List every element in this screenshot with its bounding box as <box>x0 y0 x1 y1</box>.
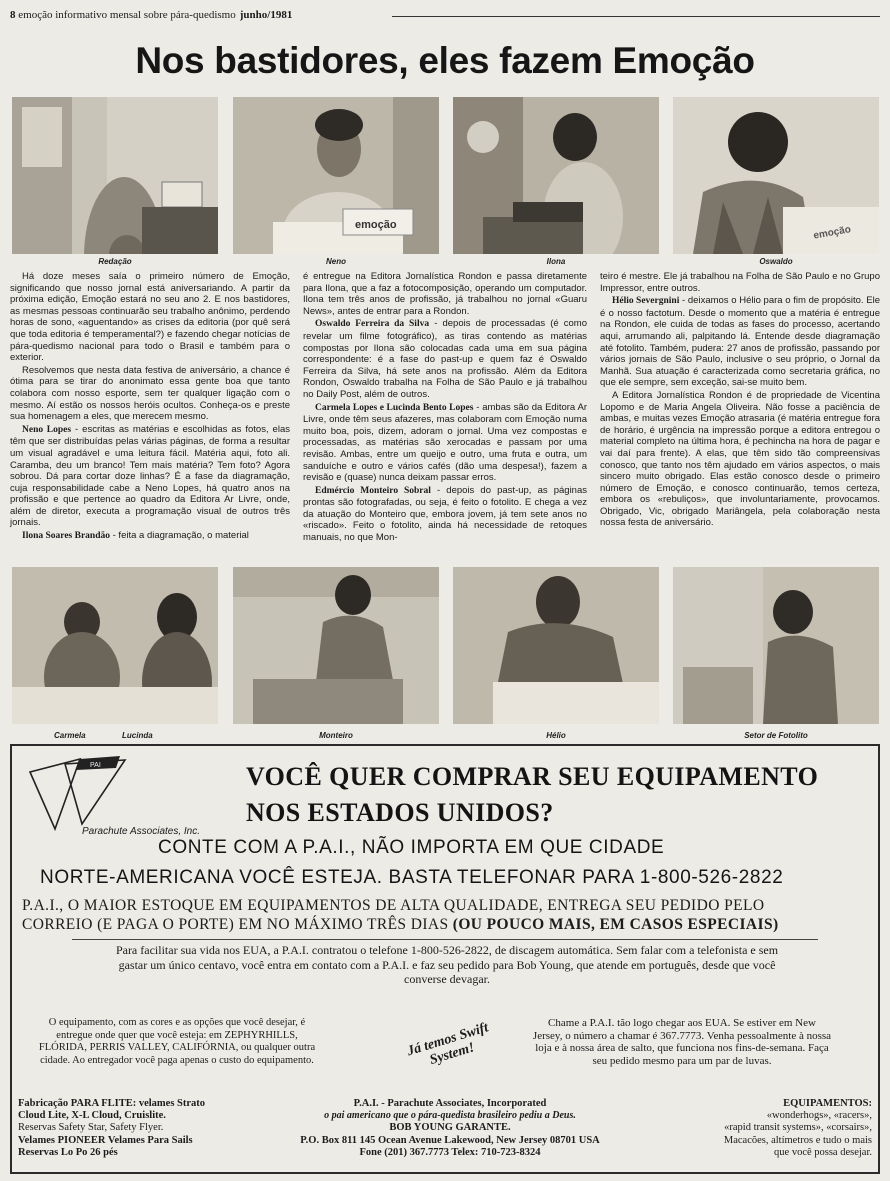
col2-paragraph-2 <box>303 318 587 400</box>
swift-system-stamp: Já temos Swift System! <box>405 1020 491 1069</box>
ad-footer-right <box>662 1098 872 1159</box>
caption-carmela: Carmela <box>54 731 86 740</box>
col2-paragraph-3 <box>303 402 587 484</box>
footer-center-line-5: Fone (201) 367.7773 Telex: 710-723-8324 <box>359 1146 541 1158</box>
ad-footer-center <box>270 1098 630 1159</box>
col2-text-monteiro: - depois do past-up, as páginas prontas são fotografadas, ou seja, é feito o fotolito. E chega a vez da atuação do Monteiro que, embora jovem, já tem sete anos no «riscado». Feito o fotolito, ainda há necessidade de retoques manuais, no que Mon- <box>303 484 588 544</box>
caption-ilona: Ilona <box>546 257 566 266</box>
col2-paragraph-1: é entregue na Editora Jornalística Rondon e passa diretamente para Ilona, que a faz a fotocomposição, operando um computador. Ilona tem três anos de profissão, já trabalhou no jornal «Guaru News», antes de entrar para a Rondon. <box>303 271 587 317</box>
col3-text-helio: - deixamos o Hélio para o fim de propósito. Ele é o nosso factotum. Desde o momento que a matéria é entregue na Rondon, ele cuida de todas as fases do processo, acertando aqui, arrumando ali, palpitando lá. Entende desde diagramação até fotolito. Também, pudera: 27 anos de profissão, passando por vários jornais de São Paulo, inclusive o seu próprio, o Jornal da Manhã. Sua atuação é caracterizada como secretaria gráfica, no que ele sempre, sem exceção, sai-se muito bem. <box>600 295 880 389</box>
col1-paragraph-3 <box>10 424 290 529</box>
ad-headline-1: VOCÊ QUER COMPRAR SEU EQUIPAMENTO <box>246 762 819 791</box>
col3-name-helio: Hélio Severgnini <box>612 296 680 307</box>
ad-line-4b: (OU POUCO MAIS, EM CASOS ESPECIAIS) <box>452 916 779 933</box>
footer-center-line-3: BOB YOUNG GARANTE. <box>389 1122 511 1134</box>
ad-line-2: NORTE-AMERICANA VOCÊ ESTEJA. BASTA TELEFONAR PARA 1-800-526-2822 <box>40 867 784 888</box>
ad-line-4a: CORREIO (E PAGA O PORTE) EM NO MÁXIMO TRÊS DIAS <box>22 916 449 933</box>
ad-line-4 <box>22 916 779 934</box>
page-number: 8 <box>10 9 16 21</box>
caption-monteiro: Monteiro <box>319 731 353 740</box>
col1-paragraph-2: Resolvemos que nesta data festiva de aniversário, a chance é ótima para se tirar do anonimato essa gente boa que tanto colabora com nosso esporte, sem ter qualquer ligação com o mesmo. Aí estão os nossos heróis ocultos. Conheça-os e preste sua homenagem a eles, que merecem mesmo. <box>10 364 290 423</box>
ad-paragraph: Para facilitar sua vida nos EUA, a P.A.I. contratou o telefone 1-800-526-2822, de discagem automática. Sem falar com a telefonista e sem gastar um único centavo, você entra em contato com a P.A.I. e faz seu pedido para Bob Young, que atende em português, desde que você converse devagar. <box>115 943 779 986</box>
footer-left-line-1: Fabricação PARA FLITE: velames Strato <box>18 1098 206 1109</box>
article-column-1 <box>10 271 290 544</box>
ad-line-3: P.A.I., O MAIOR ESTOQUE EM EQUIPAMENTOS DE ALTA QUALIDADE, ENTREGA SEU PEDIDO PELO <box>22 897 765 914</box>
col2-paragraph-4 <box>303 485 587 544</box>
pai-advertisement <box>10 744 880 1174</box>
footer-right-line-3: «rapid transit systems», «corsairs», <box>724 1122 872 1134</box>
footer-left-line-5: Reservas Lo Po 26 pés <box>18 1146 118 1158</box>
issue-date: junho/1981 <box>239 9 293 21</box>
ad-divider <box>72 939 818 940</box>
footer-right-line-1: EQUIPAMENTOS: <box>783 1098 872 1109</box>
article-column-3 <box>600 271 880 530</box>
col1-paragraph-1: Há doze meses saía o primeiro número de Emoção, significando que nosso jornal está aniversariando. A partir da próxima edição, Emoção estará no seu ano 2. E nos bastidores, as mesmas pessoas continuarão seu trabalho anônimo, perdendo horas de sono, «aguentando» as crises da editoria (por quê será que toda editoria é temperamental?) e fazendo chegar notícias de pára-quedismo nacional para todo o Brasil e também para o exterior. <box>10 271 290 364</box>
photo-redacao <box>12 97 218 254</box>
caption-helio: Hélio <box>546 731 566 740</box>
footer-right-line-2: «wonderhogs», «racers», <box>766 1110 872 1122</box>
footer-left-line-2: Cloud Lite, X-L Cloud, Cruislite. <box>18 1110 166 1122</box>
caption-oswaldo: Oswaldo <box>759 257 793 266</box>
emocao-paper-text: emoção <box>812 224 852 242</box>
col2-text-oswaldo: - depois de processadas (é como revelar um filme fotográfico), as tiras contendo as matérias compostas por Ilona são colocadas cada uma em sua página correspondente: é a fase do past-up e quem faz é Oswaldo Ferreira da Silva, há sete anos na profissão. Além da Editora Rondon, Oswaldo trabalha na Folha de São Paulo e já trabalhou no Daily Post, além de outros. <box>303 318 587 400</box>
page-headline: Nos bastidores, eles fazem Emoção <box>135 40 755 81</box>
col3-paragraph-1: teiro é mestre. Ele já trabalhou na Folha de São Paulo e no Grupo Impressor, entre outros. <box>600 271 880 294</box>
col1-name-neno: Neno Lopes <box>22 424 72 435</box>
photo-neno <box>233 97 439 254</box>
running-head-rule <box>392 16 880 17</box>
ad-headline-2: NOS ESTADOS UNIDOS? <box>246 798 554 827</box>
article-column-2 <box>303 271 587 545</box>
col1-text-ilona: - feita a diagramação, o material <box>109 530 249 542</box>
emocao-sign-text: emoção <box>355 219 397 231</box>
col3-paragraph-2 <box>600 295 880 389</box>
col1-name-ilona: Ilona Soares Brandão <box>22 531 110 542</box>
pai-logo-name: Parachute Associates, Inc. <box>82 826 201 837</box>
caption-redacao: Redação <box>98 257 132 266</box>
ad-right-box: Chame a P.A.I. tão logo chegar aos EUA. Se estiver em New Jersey, o número a chamar é 367.7773. Venha pessoalmente à nossa loja e à nossa área de salto, que funciona nos fins-de-semana. Faça seu pedido mesmo para um par de luvas. <box>532 1017 832 1067</box>
footer-center-line-1: P.A.I. - Parachute Associates, Incorporated <box>353 1098 547 1109</box>
pai-logo-tag: PAI <box>90 762 101 769</box>
col2-text-carmela: - ambas são da Editora Ar Livre, onde têm seus afazeres, mas colaboram com Emoção numa muito boa, pois, dizem, adoram o jornal. Uma vez compostas e processadas, as matérias são xerocadas e passam por uma revisão. Ambas, entre um queijo e outro, uma fruta e outra, um sanduíche e outro e vários cafés (dão uma despesa!), fazem a revisão e (quase) nunca deixam passar erros. <box>303 401 587 484</box>
col2-name-monteiro: Edmércio Monteiro Sobral <box>315 485 431 496</box>
col3-paragraph-3: A Editora Jornalística Rondon é de propriedade de Vicentina Lopomo e de Maria Angela Oliveira. Não fosse a paciência de ambas, e muitas vezes Emoção atrasaria (é matéria entregue fora de horário, é urgência na impressão porque a editora entregou o material completo na última hora, é pechincha na hora de pagar e vai daí para frente). A elas, que têm sido tão compreensivas conosco, que tanto nos têm ajudado em vários aspectos, o mais sincero muito obrigado. Elas estão conosco desde o primeiro número de Emoção, e conosco continuarão, temos certeza, embora os «rebuliços», que involuntariamente, provocamos. Obrigado, Vic, obrigado Mariângela, pela colaboração nesta nossa festa de aniversário. <box>600 389 880 529</box>
photo-helio <box>453 567 659 724</box>
photo-monteiro <box>233 567 439 724</box>
col1-text-neno: - escritas as matérias e escolhidas as fotos, elas têm que ser distribuídas pelas várias páginas, de forma a resultar um visual agradável e uma leitura fácil. Matéria aqui, foto ali. Caramba, deu um branco! Tem mais matéria? Tem foto? Agora sobrou. Dá para cortar doze linhas? É a fase da diagramação, cuja responsabilidade cabe a Neno Lopes, há quatro anos na profissão e que pertence ao quadro da Editora Ar Livre, onde, além de diretor, executa a programação visual de outros três jornais. <box>10 423 290 529</box>
footer-center-line-4: P.O. Box 811 145 Ocean Avenue Lakewood, New Jersey 08701 USA <box>300 1134 600 1146</box>
footer-center-line-2: o pai americano que o pára-quedista brasileiro pediu a Deus. <box>324 1110 576 1122</box>
photo-ilona <box>453 97 659 254</box>
caption-lucinda: Lucinda <box>122 731 153 740</box>
photo-oswaldo <box>673 97 879 254</box>
ad-left-box: O equipamento, com as cores e as opções que você desejar, é entregue onde quer que você esteja: em ZEPHYRHILLS, FLÓRIDA, PERRIS VALLEY, CALIFÓRNIA, ou qualquer outra cidade. Ao entregador você paga apenas o custo do equipamento. <box>38 1017 316 1066</box>
footer-left-line-4: Velames PIONEER Velames Para Sails <box>18 1134 193 1146</box>
caption-neno: Neno <box>326 257 346 266</box>
publication-title: emoção informativo mensal sobre pára-quedismo <box>18 9 240 21</box>
photo-carmela-lucinda <box>12 567 218 724</box>
col2-name-carmela: Carmela Lopes e Lucinda Bento Lopes <box>315 402 474 413</box>
col1-paragraph-4 <box>10 530 290 543</box>
footer-right-line-4: Macacões, altímetros e tudo o mais <box>723 1134 872 1146</box>
col2-name-oswaldo: Oswaldo Ferreira da Silva <box>315 319 430 330</box>
ad-line-1: CONTE COM A P.A.I., NÃO IMPORTA EM QUE CIDADE <box>158 837 665 858</box>
photo-fotolito <box>673 567 879 724</box>
ad-footer-left <box>18 1098 238 1159</box>
caption-fotolito: Setor de Fotolito <box>744 731 808 740</box>
footer-right-line-5: que você possa desejar. <box>774 1146 872 1158</box>
running-head <box>10 9 882 25</box>
footer-left-line-3: Reservas Safety Star, Safety Flyer. <box>18 1122 164 1134</box>
